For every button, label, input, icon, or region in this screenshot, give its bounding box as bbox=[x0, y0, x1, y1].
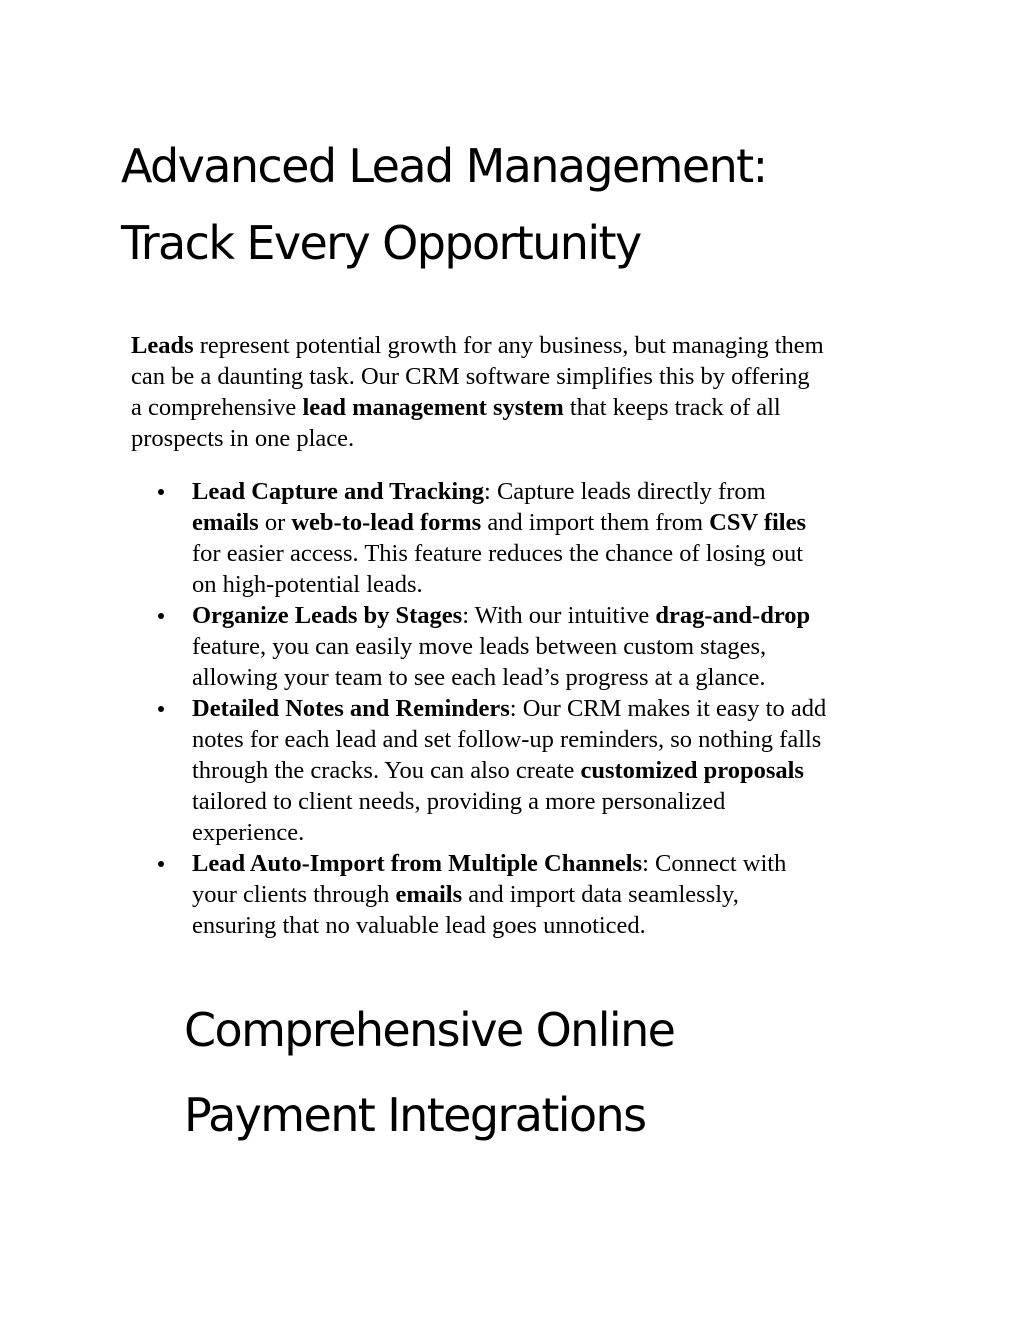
list-item bbox=[192, 848, 912, 941]
item-line: allowing your team to see each lead’s progress at a glance. bbox=[192, 664, 766, 691]
item-text: : Capture leads directly from bbox=[484, 478, 766, 505]
item-heading: Lead Capture and Tracking bbox=[192, 478, 485, 505]
item-line bbox=[192, 693, 912, 724]
item-heading: Detailed Notes and Reminders bbox=[192, 695, 510, 722]
intro-text: that keeps track of all bbox=[563, 394, 781, 421]
list-item bbox=[192, 600, 912, 693]
item-line: notes for each lead and set follow-up reminders, so nothing falls bbox=[192, 726, 822, 753]
item-bold: customized proposals bbox=[580, 757, 804, 784]
item-line bbox=[192, 879, 912, 910]
feature-list bbox=[192, 476, 912, 941]
item-text: and import data seamlessly, bbox=[462, 881, 739, 908]
bullet-icon bbox=[158, 861, 164, 867]
item-line: for easier access. This feature reduces the chance of losing out bbox=[192, 540, 804, 567]
item-line bbox=[192, 507, 912, 538]
item-text: your clients through bbox=[192, 881, 396, 908]
item-bold: drag-and-drop bbox=[655, 602, 811, 629]
intro-line-3 bbox=[131, 392, 901, 423]
bullet-icon bbox=[158, 489, 164, 495]
intro-text: a comprehensive bbox=[131, 394, 303, 421]
section-heading-line-1: Comprehensive Online bbox=[184, 1003, 675, 1057]
item-text: and import them from bbox=[481, 509, 710, 536]
intro-text: represent potential growth for any business, but managing them bbox=[193, 332, 824, 359]
item-bold: emails bbox=[395, 881, 463, 908]
item-text: : Our CRM makes it easy to add bbox=[509, 695, 827, 722]
item-line bbox=[192, 755, 912, 786]
item-bold: emails bbox=[192, 509, 259, 536]
item-line bbox=[192, 600, 912, 631]
bullet-icon bbox=[158, 613, 164, 619]
intro-line-1 bbox=[131, 330, 901, 361]
section-heading-line-2: Payment Integrations bbox=[184, 1088, 646, 1142]
item-text: : With our intuitive bbox=[462, 602, 656, 629]
page-title bbox=[121, 128, 941, 282]
intro-bold-leads: Leads bbox=[131, 332, 194, 359]
intro-paragraph bbox=[131, 330, 901, 454]
list-item bbox=[192, 476, 912, 600]
item-line bbox=[192, 476, 912, 507]
item-line: ensuring that no valuable lead goes unnoticed. bbox=[192, 912, 646, 939]
intro-line-2: can be a daunting task. Our CRM software simplifies this by offering bbox=[131, 363, 810, 390]
section-heading bbox=[184, 988, 944, 1158]
item-text: or bbox=[258, 509, 292, 536]
item-bold: CSV files bbox=[709, 509, 807, 536]
item-bold: web-to-lead forms bbox=[291, 509, 482, 536]
intro-line-4: prospects in one place. bbox=[131, 425, 355, 452]
item-text: through the cracks. You can also create bbox=[192, 757, 581, 784]
list-item bbox=[192, 693, 912, 848]
title-line-1: Advanced Lead Management: bbox=[121, 139, 767, 193]
intro-bold-lms: lead management system bbox=[302, 394, 564, 421]
item-heading: Organize Leads by Stages bbox=[192, 602, 463, 629]
item-line bbox=[192, 848, 912, 879]
item-heading: Lead Auto-Import from Multiple Channels bbox=[192, 850, 643, 877]
title-line-2: Track Every Opportunity bbox=[121, 216, 641, 270]
bullet-icon bbox=[158, 706, 164, 712]
item-line: experience. bbox=[192, 819, 305, 846]
item-line: tailored to client needs, providing a more personalized bbox=[192, 788, 726, 815]
item-text: : Connect with bbox=[642, 850, 787, 877]
item-line: on high-potential leads. bbox=[192, 571, 423, 598]
item-line: feature, you can easily move leads between custom stages, bbox=[192, 633, 767, 660]
